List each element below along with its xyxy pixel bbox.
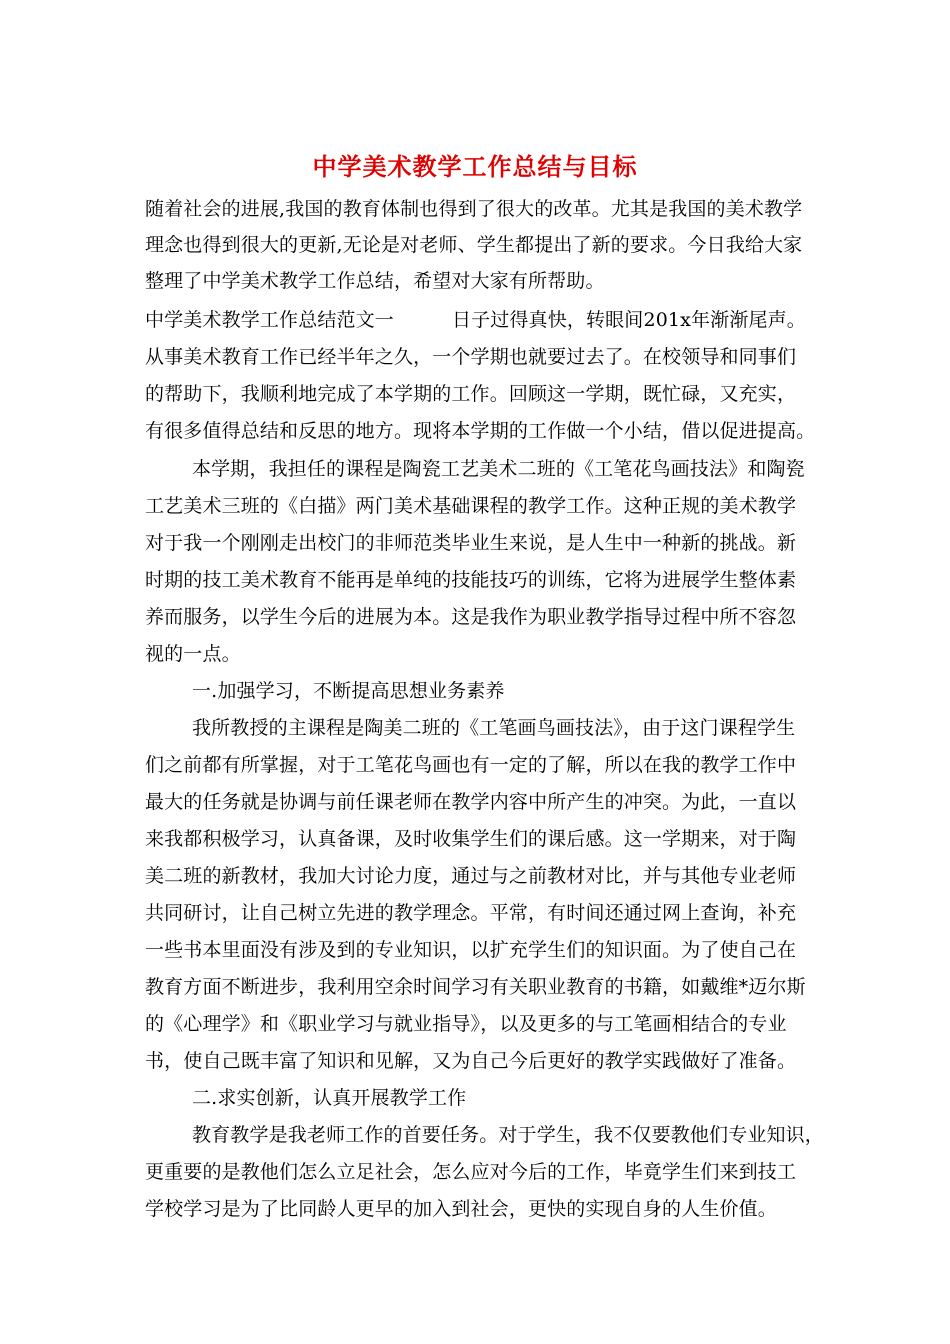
paragraph-line: 教育方面不断进步，我利用空余时间学习有关职业教育的书籍，如戴维*迈尔斯 <box>145 976 806 998</box>
paragraph-line: 最大的任务就是协调与前任课老师在教学内容中所产生的冲突。为此，一直以 <box>145 791 797 813</box>
paragraph-line: 时期的技工美术教育不能再是单纯的技能技巧的训练，它将为进展学生整体素 <box>145 569 797 591</box>
paragraph-line: 们之前都有所掌握，对于工笔花鸟画也有一定的了解，所以在我的教学工作中 <box>145 754 797 776</box>
paragraph-line: 我所教授的主课程是陶美二班的《工笔画鸟画技法》，由于这门课程学生 <box>192 717 796 739</box>
paragraph-line: 从事美术教育工作已经半年之久，一个学期也就要过去了。在校领导和同事们 <box>145 346 797 368</box>
intro-line: 随着社会的进展,我国的教育体制也得到了很大的改革。尤其是我国的美术教学 <box>145 198 803 220</box>
section-heading: 二.求实创新，认真开展教学工作 <box>192 1087 467 1109</box>
paragraph-line: 对于我一个刚刚走出校门的非师范类毕业生来说，是人生中一种新的挑战。新 <box>145 532 797 554</box>
paragraph-line: 书，使自己既丰富了知识和见解，又为自己今后更好的教学实践做好了准备。 <box>145 1050 797 1072</box>
paragraph-line: 的帮助下，我顺利地完成了本学期的工作。回顾这一学期，既忙碌，又充实， <box>145 383 797 405</box>
paragraph-line: 学校学习是为了比同龄人更早的加入到社会，更快的实现自身的人生价值。 <box>145 1198 777 1220</box>
paragraph-line: 美二班的新教材，我加大讨论力度，通过与之前教材对比，并与其他专业老师 <box>145 865 797 887</box>
paragraph-line: 工艺美术三班的《白描》两门美术基础课程的教学工作。这种正规的美术教学 <box>145 495 797 517</box>
paragraph-line: 更重要的是教他们怎么立足社会，怎么应对今后的工作，毕竟学生们来到技工 <box>145 1161 797 1183</box>
paragraph-line: 视的一点。 <box>145 643 241 665</box>
paragraph-line: 有很多值得总结和反思的地方。现将本学期的工作做一个小结，借以促进提高。 <box>145 420 816 442</box>
paragraph-line: 共同研讨，让自己树立先进的教学理念。平常，有时间还通过网上查询，补充 <box>145 902 797 924</box>
paragraph-line: 教育教学是我老师工作的首要任务。对于学生，我不仅要教他们专业知识， <box>192 1124 824 1146</box>
paragraph-line: 养而服务，以学生今后的进展为本。这是我作为职业教学指导过程中所不容忽 <box>145 606 797 628</box>
intro-line: 整理了中学美术教学工作总结，希望对大家有所帮助。 <box>145 270 605 292</box>
intro-line: 理念也得到很大的更新,无论是对老师、学生都提出了新的要求。今日我给大家 <box>145 234 803 256</box>
sample-first-sentence: 日子过得真快，转眼间201x年渐渐尾声。 <box>451 309 806 331</box>
section-heading: 一.加强学习，不断提高思想业务素养 <box>192 680 505 702</box>
sample-heading: 中学美术教学工作总结范文一 <box>145 309 394 331</box>
sample-heading-line <box>145 307 825 333</box>
paragraph-line: 的《心理学》和《职业学习与就业指导》，以及更多的与工笔画相结合的专业 <box>145 1013 787 1035</box>
document-title: 中学美术教学工作总结与目标 <box>312 152 638 181</box>
paragraph-line: 本学期，我担任的课程是陶瓷工艺美术二班的《工笔花鸟画技法》和陶瓷 <box>192 458 805 480</box>
paragraph-line: 来我都积极学习，认真备课，及时收集学生们的课后感。这一学期来，对于陶 <box>145 828 797 850</box>
paragraph-line: 一些书本里面没有涉及到的专业知识，以扩充学生们的知识面。为了使自己在 <box>145 939 797 961</box>
